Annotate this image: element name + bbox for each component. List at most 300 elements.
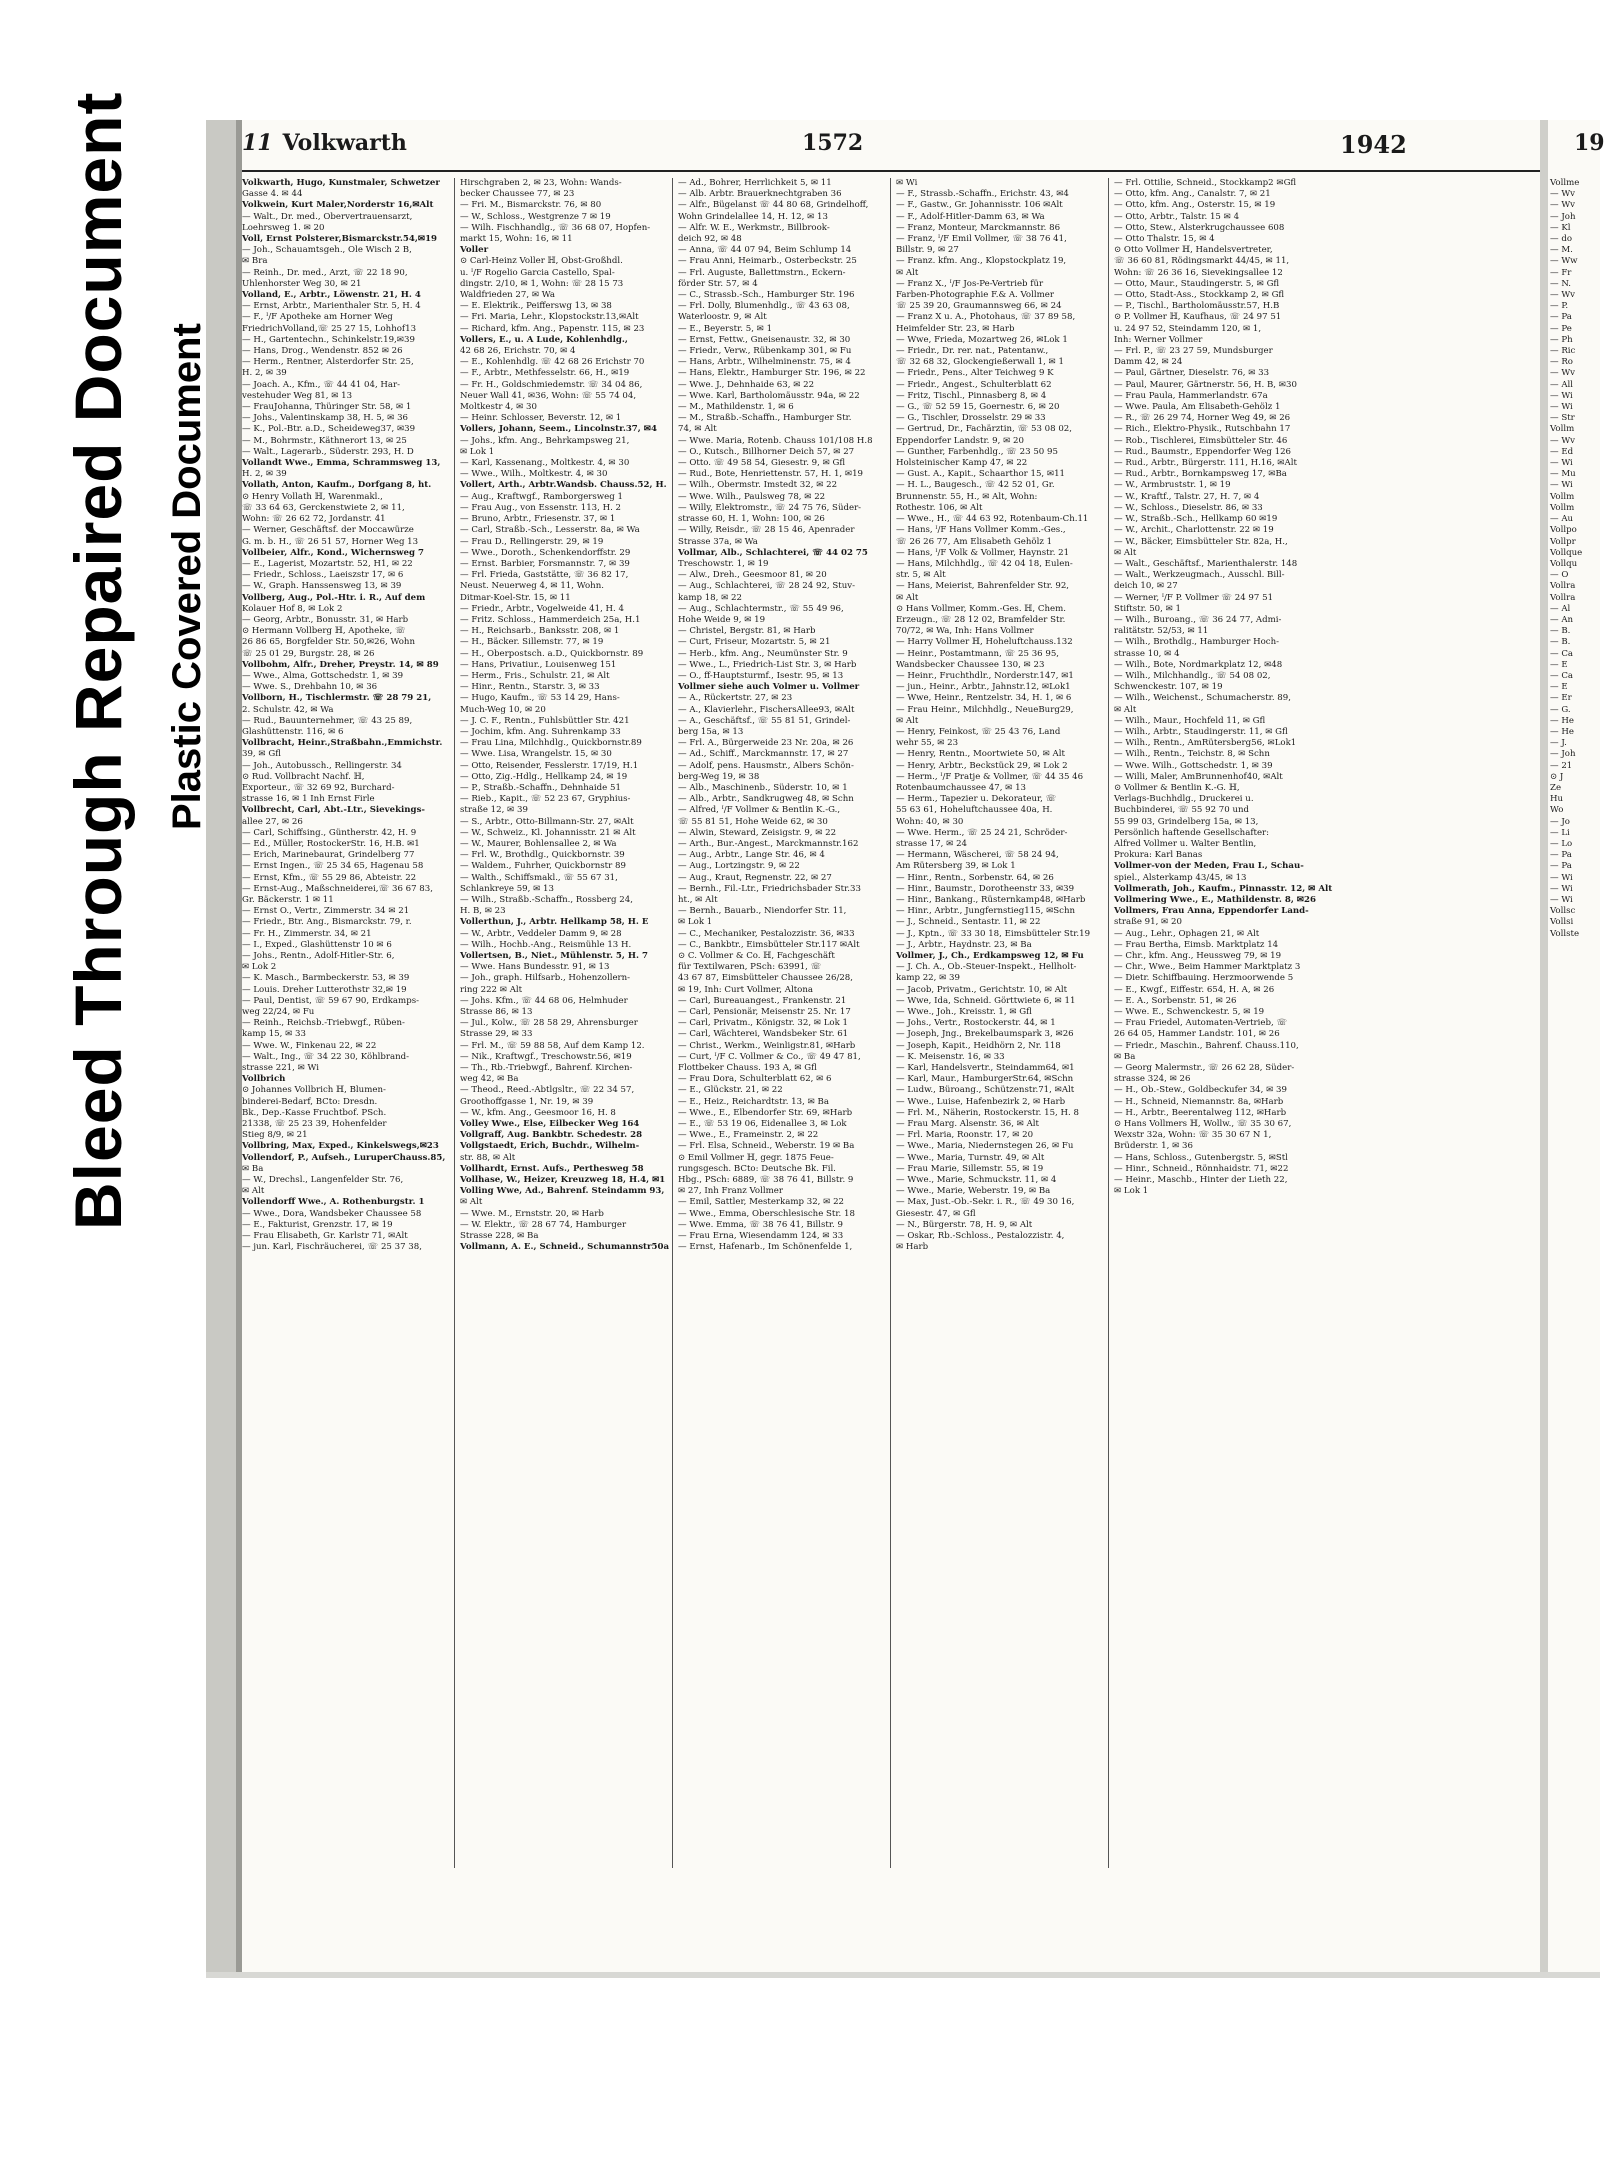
header-year: 1942: [1340, 130, 1407, 159]
directory-entry: — K., Pol.-Btr. a.D., Scheideweg37, ✉39: [242, 424, 416, 435]
directory-entry: — Walt., Ing., ☏ 34 22 30, Köhlbrand-: [242, 1051, 410, 1062]
facing-entry: — Li: [1550, 827, 1570, 838]
directory-entry: Wohn Grindelallee 14, H. 12, ✉ 13: [678, 211, 828, 222]
directory-entry: — Dietr. Schiffbauing. Herzmoorwende 5: [1114, 973, 1294, 984]
directory-entry: — Wwe. Herm., ☏ 25 24 21, Schröder-: [896, 827, 1068, 838]
directory-entry: ⊙ Otto Vollmer ℍ, Handelsvertreter,: [1114, 245, 1273, 256]
directory-entry: kamp 15, ✉ 33: [242, 1029, 306, 1040]
directory-entry: — J., Arbtr., Haydnstr. 23, ✉ Ba: [896, 939, 1032, 950]
directory-entry: — Curt, Friseur, Mozartstr. 5, ✉ 21: [678, 637, 831, 648]
directory-entry: — Joh., Autobussch., Rellingerstr. 34: [242, 760, 402, 771]
directory-entry: — F., Strassb.-Schaffn., Erichstr. 43, ✉4: [896, 189, 1069, 200]
directory-entry: Hirschgraben 2, ✉ 23, Wohn: Wands-: [460, 178, 622, 188]
directory-entry: — Willy, Reisdr., ☏ 28 15 46, Apenrader: [678, 525, 855, 536]
facing-entry: — Joh: [1550, 211, 1576, 222]
directory-entry: ✉ 19, Inh: Curt Vollmer, Altona: [678, 984, 814, 995]
directory-entry: — J., Kptn., ☏ 33 30 18, Eimsbütteler Str.19: [896, 928, 1091, 939]
directory-entry: — Joseph, Kapit., Heidhörn 2, Nr. 118: [896, 1040, 1061, 1051]
directory-entry: — Friedr., Pens., Alter Teichweg 9 K: [896, 368, 1054, 379]
directory-entry: — Louis. Dreher Lutterothstr 32,✉ 19: [242, 984, 407, 995]
directory-entry: — Friedr., Maschin., Bahrenf. Chauss.110,: [1114, 1040, 1299, 1051]
directory-entry: — Chr., kfm. Ang., Heussweg 79, ✉ 19: [1114, 951, 1282, 962]
directory-entry: — Franz, Monteur, Marckmannstr. 86: [896, 222, 1061, 233]
directory-entry: — Bernh., Bauarb., Niendorfer Str. 11,: [678, 906, 847, 917]
directory-entry: — H., Ob.-Stew., Goldbeckufer 34, ✉ 39: [1114, 1085, 1287, 1096]
directory-entry: — Ernst, Arbtr., Marienthaler Str. 5, H. 4: [242, 301, 421, 312]
facing-entry: Hu: [1550, 794, 1564, 805]
directory-entry: — Walt., Lagerarb., Süderstr. 293, H. D: [242, 446, 414, 457]
directory-entry: — Frau Anni, Heimarb., Osterbeckstr. 25: [678, 256, 857, 267]
directory-entry: — Wwe., Emma, Oberschlesische Str. 18: [678, 1208, 855, 1219]
directory-entry: ✉ Alt: [460, 1197, 483, 1208]
facing-entry: Vollpr: [1550, 536, 1576, 547]
directory-entry: Schwenckestr. 107, ✉ 19: [1114, 682, 1223, 693]
directory-entry: — Carl, Wächterei, Wandsbeker Str. 61: [678, 1029, 849, 1040]
directory-entry: — F., Arbtr., Methfesselstr. 66, H., ✉19: [460, 368, 630, 379]
facing-entry: — G.: [1550, 704, 1571, 715]
directory-entry: — Otto, Maur., Staudingerstr. 5, ✉ Gfl: [1114, 278, 1280, 289]
directory-entry: Schlankreye 59, ✉ 13: [460, 883, 554, 894]
directory-entry: — Carl, Schiffsing., Güntherstr. 42, H. 9: [242, 827, 417, 838]
directory-entry: Treschowstr. 1, ✉ 19: [678, 558, 769, 569]
directory-entry: — Wwe. Emma, ☏ 38 76 41, Billstr. 9: [678, 1219, 843, 1230]
directory-entry: — Heinr., Fruchthdlr., Norderstr.147, ✉1: [896, 670, 1074, 681]
directory-entry: — Wilh., Straßb.-Schaffn., Rossberg 24,: [460, 895, 633, 905]
directory-entry: — Willy, Elektromstr., ☏ 24 75 76, Süder-: [678, 502, 862, 513]
directory-entry: — W. Elektr., ☏ 28 67 74, Hamburger: [460, 1219, 627, 1230]
directory-entry: — Wilh., Arbtr., Staudingerstr. 11, ✉ Gfl: [1114, 726, 1288, 737]
directory-entry: straße 91, ✉ 20: [1114, 917, 1182, 928]
directory-entry: — Paul, Gärtner, Dieselstr. 76, ✉ 33: [1114, 368, 1270, 379]
directory-entry: — Aug., Schlachtermstr., ☏ 55 49 96,: [678, 603, 844, 614]
directory-entry: — Karl, Kassenang., Moltkestr. 4, ✉ 30: [460, 458, 630, 469]
directory-entry: — P., Tischl., Bartholomäusstr.57, H.B: [1114, 301, 1280, 312]
directory-entry: — Gertrud, Dr., Fachärztin, ☏ 53 08 02,: [896, 424, 1072, 435]
directory-entry: Vollmar, Alb., Schlachterei, ☏ 44 02 75: [678, 547, 868, 558]
directory-entry: Ditmar-Koel-Str. 15, ✉ 11: [460, 592, 571, 603]
directory-entry: — Wwe. Hans Bundesstr. 91, ✉ 13: [460, 962, 610, 973]
directory-entry: — Otto Thalstr. 15, ✉ 4: [1114, 234, 1215, 245]
directory-entry: — Fritz, Tischl., Pinnasberg 8, ✉ 4: [896, 390, 1047, 401]
directory-entry: Prokura: Karl Banas: [1114, 850, 1203, 861]
directory-entry: — Richard, kfm. Ang., Papenstr. 115, ✉ 23: [460, 323, 645, 334]
directory-entry: — Hans, ᴵ/F Hans Vollmer Komm.-Ges.,: [896, 525, 1066, 536]
facing-entry: — Wi: [1550, 390, 1573, 401]
directory-entry: — Wilh., Buroang., ☏ 36 24 77, Admi-: [1114, 614, 1282, 625]
directory-entry: ✉ Alt: [896, 715, 919, 726]
directory-entry: Alfred Vollmer u. Walter Bentlin,: [1114, 838, 1257, 849]
facing-entry: — J.: [1550, 738, 1567, 749]
facing-entry: — N.: [1550, 278, 1572, 289]
facing-entry: Vollque: [1550, 547, 1583, 558]
facing-entry: — Ph: [1550, 334, 1573, 345]
directory-entry: — G., ☏ 52 59 15, Goernestr. 6, ✉ 20: [896, 402, 1060, 413]
directory-entry: — Hinr., Rentn., Sorbenstr. 64, ✉ 26: [896, 872, 1054, 883]
directory-entry: — Wwe., H., ☏ 44 63 92, Rotenbaum-Ch.11: [896, 514, 1089, 525]
directory-entry: — Otto, Reisender, Fesslerstr. 17/19, H.1: [460, 760, 639, 771]
directory-entry: dingstr. 2/10, ✉ 1, Wohn: ☏ 28 15 73: [460, 278, 624, 289]
facing-entry: Vollra: [1550, 581, 1576, 592]
directory-entry: 2. Schulstr. 42, ✉ Wa: [242, 704, 334, 715]
directory-entry: — Wwe. Wilh., Gottschedstr. 1, ✉ 39: [1114, 760, 1273, 771]
directory-entry: — Joach. A., Kfm., ☏ 44 41 04, Har-: [242, 379, 401, 390]
directory-entry: — Friedr., Btr. Ang., Bismarckstr. 79, r.: [242, 917, 412, 928]
facing-entry: Vollsi: [1550, 917, 1574, 928]
directory-entry: 21338, ☏ 25 23 39, Hohenfelder: [242, 1119, 387, 1130]
directory-entry: ✉ Lok 2: [242, 962, 277, 973]
directory-entry: — Wwe., Wilh., Moltkestr. 4, ✉ 30: [460, 469, 608, 480]
directory-entry: straße 12, ✉ 39: [460, 805, 528, 816]
directory-entry: — O., Kutsch., Billhorner Deich 57, ✉ 27: [678, 446, 855, 457]
directory-entry: — Johs., kfm. Ang., Behrkampsweg 21,: [460, 435, 630, 446]
directory-entry: 43 67 87, Eimsbütteler Chaussee 26/28,: [678, 973, 854, 984]
facing-entry: — Ro: [1550, 357, 1573, 368]
directory-entry: — H., Oberpostsch. a.D., Quickbornstr. 89: [460, 648, 644, 659]
directory-entry: — Wwe., Doroth., Schenkendorffstr. 29: [460, 547, 631, 558]
directory-entry: Wexstr 32a, Wohn: ☏ 35 30 67 N 1,: [1114, 1130, 1272, 1141]
directory-entry: — Th., Rb.-Triebwgf., Bahrenf. Kirchen-: [460, 1063, 633, 1074]
column-divider: [1108, 178, 1109, 1868]
facing-entry: — He: [1550, 726, 1574, 737]
directory-entry: Neuer Wall 41, ✉36, Wohn: ☏ 55 74 04,: [460, 390, 637, 401]
directory-entry: — Aug., Schlachterei, ☏ 28 24 92, Stuv-: [678, 581, 856, 592]
directory-entry: 26 86 65, Borgfelder Str. 50,✉26, Wohn: [242, 637, 415, 648]
directory-entry: Buchbinderei, ☏ 55 92 70 und: [1114, 805, 1250, 816]
directory-entry: — Reinh., Dr. med., Arzt, ☏ 22 18 90,: [242, 267, 408, 278]
directory-entry: strasse 16, ✉ 1 Inh Ernst Firle: [242, 794, 375, 805]
directory-entry: Farben-Photographie F.& A. Vollmer: [896, 290, 1054, 301]
directory-entry: u. ᴵ/F Rogelio Garcia Castello, Spal-: [460, 267, 615, 278]
directory-entry: Vollhardt, Ernst. Aufs., Perthesweg 58: [460, 1163, 644, 1174]
header-rule: [242, 170, 1540, 172]
directory-entry: Vollath, Anton, Kaufm., Dorfgang 8, ht.: [242, 480, 432, 491]
directory-entry: — Wwe., Marie, Schmuckstr. 11, ✉ 4: [896, 1175, 1057, 1186]
directory-entry: — Frl. W., Brothdlg., Quickbornstr. 39: [460, 850, 625, 861]
directory-entry: — Ernst Ingen., ☏ 25 34 65, Hagenau 58: [242, 861, 424, 872]
directory-entry: weg 22/24, ✉ Fu: [242, 1007, 315, 1018]
directory-entry: — Johs., Valentinskamp 38, H. 5, ✉ 36: [242, 413, 409, 424]
directory-entry: — Wwe., Marie, Weberstr. 19, ✉ Ba: [896, 1186, 1051, 1197]
directory-entry: — Rob., Tischlerei, Eimsbütteler Str. 46: [1114, 435, 1288, 446]
directory-entry: ✉ Alt: [896, 267, 919, 278]
directory-entry: Vollbeier, Alfr., Kond., Wichernsweg 7: [242, 547, 424, 558]
directory-entry: Vollendorff Wwe., A. Rothenburgstr. 1: [242, 1197, 425, 1208]
directory-entry: — Wilh., Rentn., Teichstr. 8, ✉ Schn: [1114, 749, 1270, 760]
directory-entry: — Hermann, Wäscherei, ☏ 58 24 94,: [896, 850, 1059, 861]
facing-entry: — do: [1550, 234, 1573, 245]
directory-entry: Vollbohm, Alfr., Dreher, Preystr. 14, ✉ 89: [242, 659, 439, 670]
directory-entry: Vollbracht, Heinr.,Straßbahn.,Emmichstr.: [242, 738, 443, 749]
directory-entry: — F., ᴵ/F Apotheke am Horner Weg: [242, 312, 393, 323]
directory-entry: — Wwe., Maria, Niedernstegen 26, ✉ Fu: [896, 1141, 1074, 1152]
directory-entry: — Otto, Zig.-Hdlg., Hellkamp 24, ✉ 19: [460, 771, 628, 782]
directory-entry: — Hans, Drog., Wendenstr. 852 ✉ 26: [242, 346, 403, 357]
directory-entry: — W., Bäcker, Eimsbütteler Str. 82a, H.,: [1114, 536, 1288, 547]
directory-entry: — Aug., Kraftwgf., Ramborgersweg 1: [460, 491, 623, 502]
directory-entry: strasse 221, ✉ Wi: [242, 1063, 319, 1074]
directory-entry: — E. Elektrik., Peifferswg 13, ✉ 38: [460, 301, 612, 312]
directory-entry: — Aug., Lehr., Ophagen 21, ✉ Alt: [1114, 928, 1260, 939]
facing-entry: — Ww: [1550, 256, 1578, 267]
directory-entry: ✉ Alt: [896, 592, 919, 603]
directory-entry: — Fritz. Schloss., Hammerdeich 25a, H.1: [460, 614, 641, 625]
facing-page-text: [1550, 178, 1610, 940]
directory-entry: — W., Straßb.-Sch., Hellkamp 60 ✉19: [1114, 514, 1278, 525]
directory-entry: — Fr. H., Zimmerstr. 34, ✉ 21: [242, 928, 372, 939]
directory-entry: markt 15, Wohn: 16, ✉ 11: [460, 234, 573, 245]
directory-entry: — Reinh., Reichsb.-Triebwgf., Rüben-: [242, 1018, 405, 1029]
directory-entry: Loehrsweg 1. ✉ 20: [242, 222, 325, 233]
directory-entry: ⊙ Henry Vollath ℍ, Warenmakl.,: [242, 491, 383, 502]
directory-entry: — C., Bankbtr., Eimsbütteler Str.117 ✉Alt: [678, 939, 860, 950]
directory-entry: — Hinr., Rentn., Starstr. 3, ✉ 33: [460, 682, 600, 693]
facing-entry: — Wv: [1550, 290, 1576, 301]
directory-entry: — Bruno, Arbtr., Friesenstr. 37, ✉ 1: [460, 514, 616, 525]
directory-entry: — H., Bäcker. Sillemstr. 77, ✉ 19: [460, 637, 604, 648]
directory-entry: Vollbrich: [242, 1074, 286, 1085]
directory-entry: — Wilh., Hochb.-Ang., Reismühle 13 H.: [460, 939, 632, 950]
directory-entry: — Aug., Kraut, Regnenstr. 22, ✉ 27: [678, 872, 832, 883]
facing-entry: — Pe: [1550, 323, 1572, 334]
directory-entry: — Hinr., Arbtr., Jungfernstieg115, ✉Schn: [896, 906, 1076, 917]
directory-entry: — Johs. Kfm., ☏ 44 68 06, Helmhuder: [460, 995, 628, 1006]
directory-entry: — Fri. M., Bismarckstr. 76, ✉ 80: [460, 200, 602, 211]
facing-entry: — Kl: [1550, 222, 1571, 233]
directory-entry: — Wilh., Weichenst., Schumacherstr. 89,: [1114, 693, 1291, 704]
directory-entry: — Hinr., Bankang., Rüsternkamp48, ✉Harb: [896, 895, 1086, 905]
directory-entry: — Carl, Bureauangest., Frankenstr. 21: [678, 995, 847, 1006]
directory-entry: — Hans, Privatiur., Louisenweg 151: [460, 659, 617, 670]
directory-entry: — Friedr., Verw., Rübenkamp 301, ✉ Fu: [678, 346, 852, 357]
facing-entry: Vollra: [1550, 592, 1576, 603]
directory-entry: Strasse 37a, ✉ Wa: [678, 536, 758, 547]
directory-entry: ⊙ Rud. Vollbracht Nachf. ℍ,: [242, 771, 365, 782]
directory-entry: Stieg 8/9, ✉ 21: [242, 1130, 308, 1141]
directory-entry: ✉ Alt: [242, 1186, 265, 1197]
directory-entry: für Textilwaren, PSch: 63991, ☏: [678, 962, 822, 973]
directory-entry: — Wwe., E., Elbendorfer Str. 69, ✉Harb: [678, 1107, 853, 1118]
directory-entry: — Henry, Rentn., Moortwiete 50, ✉ Alt: [896, 749, 1065, 760]
facing-entry: — E: [1550, 659, 1568, 670]
directory-entry: — Carl, Privatm., Königstr. 32, ✉ Lok 1: [678, 1018, 849, 1029]
directory-entry: — Frl. Ottilie, Schneid., Stockkamp2 ✉Gfl: [1114, 178, 1297, 188]
directory-entry: — W., Schloss., Dieselstr. 86, ✉ 33: [1114, 502, 1263, 513]
facing-entry: Vollm: [1550, 491, 1575, 502]
directory-entry: — Walt., Geschäftsf., Marienthalerstr. 148: [1114, 558, 1298, 569]
directory-entry: — Willi, Maler, AmBrunnenhof40, ✉Alt: [1114, 771, 1283, 782]
directory-entry: Vollmer, J., Ch., Erdkampsweg 12, ✉ Fu: [896, 951, 1084, 962]
facing-entry: — Wv: [1550, 435, 1576, 446]
directory-entry: — Rud., Arbtr., Bornkampsweg 17, ✉Ba: [1114, 469, 1287, 480]
directory-entry: str. 5, ✉ Alt: [896, 570, 946, 581]
directory-entry: — A., Rückertstr. 27, ✉ 23: [678, 693, 793, 704]
directory-entry: — Friedr., Arbtr., Vogelweide 41, H. 4: [460, 603, 624, 614]
directory-entry: — Waldem., Fuhrher, Quickbornstr 89: [460, 861, 626, 872]
directory-entry: Vollers, Johann, Seem., Lincolnstr.37, ✉4: [460, 424, 657, 435]
directory-entry: Giesestr. 47, ✉ Gfl: [896, 1208, 976, 1219]
directory-entry: — Franz X u. A., Photohaus, ☏ 37 89 58,: [896, 312, 1076, 323]
directory-entry: — Friedr., Angest., Schulterblatt 62: [896, 379, 1052, 390]
directory-entry: strasse 17, ✉ 24: [896, 838, 967, 849]
directory-entry: — Wilh., Rentn., AmRütersberg56, ✉Lok1: [1114, 738, 1297, 749]
directory-entry: — H., Arbtr., Beerentalweg 112, ✉Harb: [1114, 1107, 1287, 1118]
directory-entry: — Karl, Handelsvertr., Steindamm64, ✉1: [896, 1063, 1075, 1074]
directory-entry: Vollberg, Aug., Pol.-Htr. i. R., Auf dem: [242, 592, 426, 603]
directory-entry: Flottbeker Chauss. 193 A, ✉ Gfl: [678, 1063, 817, 1074]
directory-entry: — J. C. F., Rentn., Fuhlsbüttler Str. 421: [460, 715, 630, 726]
directory-entry: — Wilh., Milchhandlg., ☏ 54 08 02,: [1114, 670, 1271, 681]
directory-entry: Vollers, E., u. A Lude, Kohlenhdlg.,: [460, 334, 628, 345]
directory-entry: Vollbrecht, Carl, Abt.-Ltr., Sievekings-: [242, 805, 425, 816]
facing-entry: Vollsc: [1550, 906, 1576, 917]
facing-entry: — Er: [1550, 693, 1572, 704]
directory-entry: — F., Gastw., Gr. Johannisstr. 106 ✉Alt: [896, 200, 1063, 211]
directory-entry: — K. Masch., Barmbeckerstr. 53, ✉ 39: [242, 973, 410, 984]
facing-entry: Vollm: [1550, 424, 1575, 435]
directory-entry: wehr 55, ✉ 23: [896, 738, 959, 749]
directory-entry: Eppendorfer Landstr. 9, ✉ 20: [896, 435, 1024, 446]
directory-entry: — Frau Marg. Alsenstr. 36, ✉ Alt: [896, 1119, 1039, 1130]
directory-entry: — Paul, Dentist, ☏ 59 67 90, Erdkamps-: [242, 995, 420, 1006]
directory-entry: ☏ 33 64 63, Gerckenstwiete 2, ✉ 11,: [242, 502, 405, 513]
directory-entry: — M., Mathildenstr. 1, ✉ 6: [678, 402, 794, 413]
facing-entry: ⊙ J: [1550, 771, 1564, 782]
column-divider: [672, 178, 673, 1868]
directory-entry: Inh: Werner Vollmer: [1114, 334, 1203, 345]
directory-entry: — J., Schneid., Sentastr. 11, ✉ 22: [896, 917, 1041, 928]
directory-entry: ✉ Lok 1: [678, 917, 713, 928]
directory-entry: Vollert, Arth., Arbtr.Wandsb. Chauss.52, H.: [460, 480, 667, 491]
directory-entry: — Theod., Reed.-Abtlgsltr., ☏ 22 34 57,: [460, 1085, 635, 1096]
directory-entry: — Alfr., Bügelanst ☏ 44 80 68, Grindelhoff,: [678, 200, 869, 211]
directory-entry: Vollmering Wwe., E., Mathildenstr. 8, ✉26: [1114, 895, 1316, 905]
directory-entry: 55 99 03, Grindelberg 15a, ✉ 13,: [1114, 816, 1259, 827]
directory-entry: — Frau Dora, Schulterblatt 62, ✉ 6: [678, 1074, 832, 1085]
directory-entry: ht., ✉ Alt: [678, 895, 718, 905]
directory-entry: ✉ Lok 1: [1114, 1186, 1149, 1197]
column-divider: [454, 178, 455, 1868]
directory-entry: — Henry, Arbtr., Beckstück 29, ✉ Lok 2: [896, 760, 1068, 771]
directory-entry: — E., Glückstr. 21, ✉ 22: [678, 1085, 783, 1096]
directory-entry: — S., Arbtr., Otto-Billmann-Str. 27, ✉Alt: [460, 816, 634, 827]
directory-entry: — Herm., ᴵ/F Pratje & Vollmer, ☏ 44 35 46: [896, 771, 1084, 782]
directory-entry: Vollborn, H., Tischlermstr. ☏ 28 79 21,: [242, 693, 432, 704]
directory-entry: strasse 324, ✉ 26: [1114, 1074, 1191, 1085]
directory-entry: — Wilh., Maur., Hochfeld 11, ✉ Gfl: [1114, 715, 1266, 726]
directory-entry: — Wwe. Maria, Rotenb. Chauss 101/108 H.8: [678, 435, 873, 446]
directory-entry: binderei-Bedarf, BCto: Dresdn.: [242, 1096, 378, 1107]
directory-entry: ✉ Alt: [1114, 547, 1137, 558]
facing-entry: — Wv: [1550, 200, 1576, 211]
directory-entry: — Wilh., Brothdlg., Hamburger Hoch-: [1114, 637, 1280, 648]
directory-entry: 42 68 26, Erichstr. 70, ✉ 4: [460, 346, 576, 357]
directory-entry: Volland, E., Arbtr., Löwenstr. 21, H. 4: [242, 290, 421, 301]
directory-entry: — Wilh., Obermstr. Imstedt 32, ✉ 22: [678, 480, 838, 491]
directory-entry: — Frl. Auguste, Ballettmstrn., Eckern-: [678, 267, 846, 278]
directory-entry: ✉ Bra: [242, 256, 268, 267]
directory-entry: — Frau Lina, Milchhdlg., Quickbornstr.89: [460, 738, 642, 749]
directory-entry: — Aug., Lortzingstr. 9, ✉ 22: [678, 861, 800, 872]
directory-entry: deich 92, ✉ 48: [678, 234, 742, 245]
facing-entry: — M.: [1550, 245, 1573, 256]
directory-entry: — Nik., Kraftwgf., Treschowstr.56, ✉19: [460, 1051, 632, 1062]
directory-entry: — Frau Aug., von Essenstr. 113, H. 2: [460, 502, 622, 513]
directory-entry: — Wwe. Karl, Bartholomäusstr. 94a, ✉ 22: [678, 390, 860, 401]
directory-entry: — Wilh. Fischhandlg., ☏ 36 68 07, Hopfen-: [460, 222, 651, 233]
directory-entry: — Franz. kfm. Ang., Klopstockplatz 19,: [896, 256, 1067, 267]
directory-entry: — M., Bohrmstr., Käthnerort 13, ✉ 25: [242, 435, 407, 446]
directory-entry: H. B, ✉ 23: [460, 906, 506, 917]
directory-entry: — Ernst, Fettw., Gneisenaustr. 32, ✉ 30: [678, 334, 851, 345]
directory-entry: — Alw., Dreh., Geesmoor 81, ✉ 20: [678, 570, 827, 581]
directory-entry: — Joh., Schauamtsgeh., Ole Wisch 2 B,: [242, 245, 412, 256]
directory-entry: — Wwe. Wilh., Paulsweg 78, ✉ 22: [678, 491, 826, 502]
directory-entry: — Georg Malermstr., ☏ 26 62 28, Süder-: [1114, 1063, 1295, 1074]
directory-entry: Vollbring, Max, Exped., Kinkelswegs,✉23: [242, 1141, 439, 1152]
directory-entry: weg 42, ✉ Ba: [460, 1074, 519, 1085]
directory-entry: — W., Arbtr., Veddeler Damm 9, ✉ 28: [460, 928, 622, 939]
header-part-number: 11: [242, 130, 273, 156]
directory-entry: — Wwe. S., Drehbahn 10, ✉ 36: [242, 682, 378, 693]
directory-entry: Gr. Bäckerstr. 1 ✉ 11: [242, 895, 334, 905]
directory-entry: Wohn: ☏ 26 36 16, Sievekingsallee 12: [1114, 267, 1283, 278]
directory-entry: Volley Wwe., Else, Eilbecker Weg 164: [460, 1119, 640, 1130]
facing-entry: — Wi: [1550, 402, 1573, 413]
directory-entry: — K. Meisenstr. 16, ✉ 33: [896, 1051, 1005, 1062]
directory-entry: H. 2, ✉ 39: [242, 469, 287, 480]
directory-entry: — Hugo, Kaufm., ☏ 53 14 29, Hans-: [460, 693, 620, 704]
directory-entry: Vollmann, A. E., Schneid., Schumannstr50a: [460, 1242, 670, 1253]
directory-entry: Erzeugn., ☏ 28 12 02, Bramfelder Str.: [896, 614, 1066, 625]
directory-entry: — Gunther, Farbenhdlg., ☏ 23 50 95: [896, 446, 1058, 457]
directory-entry: ⊙ Hans Vollmers ℍ, Wollw., ☏ 35 30 67,: [1114, 1119, 1292, 1130]
directory-entry: Much-Weg 10, ✉ 20: [460, 704, 546, 715]
directory-entry: — Frau Friedel, Automaten-Vertrieb, ☏: [1114, 1018, 1288, 1029]
directory-entry: — Carl, Pensionär, Meisenstr 25. Nr. 17: [678, 1007, 851, 1018]
directory-entry: — H., Gartentechn., Schinkelstr.19,✉39: [242, 334, 415, 345]
directory-entry: — Bernh., Fil.-Ltr., Friedrichsbader Str.33: [678, 883, 861, 894]
directory-entry: — Frau Elisabeth, Gr. Karlstr 71, ✉Alt: [242, 1231, 408, 1242]
directory-entry: — Hans, Arbtr., Wilhelminenstr. 75, ✉ 4: [678, 357, 851, 368]
directory-entry: Vollertsen, B., Niet., Mühlenstr. 5, H. 7: [460, 951, 648, 962]
directory-entry: ⊙ Hans Vollmer, Komm.-Ges. ℍ, Chem.: [896, 603, 1066, 614]
facing-entry: — An: [1550, 614, 1574, 625]
directory-entry: — Hans, Milchhdlg., ☏ 42 04 18, Eulen-: [896, 558, 1073, 569]
directory-entry: ☏ 32 68 32, Glockengießerwall 1, ✉ 1: [896, 357, 1064, 368]
directory-entry: — Wwe., Dora, Wandsbeker Chaussee 58: [242, 1208, 422, 1219]
directory-entry: — Rieb., Kapit., ☏ 52 23 67, Gryphius-: [460, 794, 631, 805]
directory-entry: — Christ., Werkm., Weinligstr.81, ✉Harb: [678, 1040, 856, 1051]
directory-entry: — Hans, Schloss., Gutenbergstr. 5, ✉Stl: [1114, 1152, 1288, 1163]
directory-entry: — Anna, ☏ 44 07 94, Beim Schlump 14: [678, 245, 852, 256]
directory-entry: — Hinr., Schneid., Rönnhaidstr. 71, ✉22: [1114, 1163, 1289, 1174]
directory-entry: Neust. Neuerweg 4, ✉ 11, Wohn.: [460, 581, 604, 592]
directory-entry: Waldfrieden 27, ✉ Wa: [460, 290, 555, 301]
directory-entry: — H., Schneid, Niemannstr. 8a, ✉Harb: [1114, 1096, 1284, 1107]
directory-entry: — Alfr. W. E., Werkmstr., Billbrook-: [678, 222, 830, 233]
page-header: [242, 130, 1540, 162]
facing-entry: — Ca: [1550, 670, 1574, 681]
facing-entry: — Ed: [1550, 446, 1574, 457]
column-5: [1114, 178, 1333, 1878]
directory-entry: — Erich, Marinebaurat, Grindelberg 77: [242, 850, 415, 861]
directory-entry: — Wwe., Luise, Hafenbezirk 2, ✉ Harb: [896, 1096, 1066, 1107]
directory-entry: — Adolf, pens. Hausmstr., Albers Schön-: [678, 760, 854, 771]
directory-entry: — Harry Vollmer ℍ, Hoheluftchauss.132: [896, 637, 1073, 648]
directory-entry: — Ernst. Barbier, Forsmannstr. 7, ✉ 39: [460, 558, 630, 569]
directory-entry: — Wwe. W., Finkenau 22, ✉ 22: [242, 1040, 377, 1051]
directory-entry: ☏ 55 81 51, Hohe Weide 62, ✉ 30: [678, 816, 828, 827]
